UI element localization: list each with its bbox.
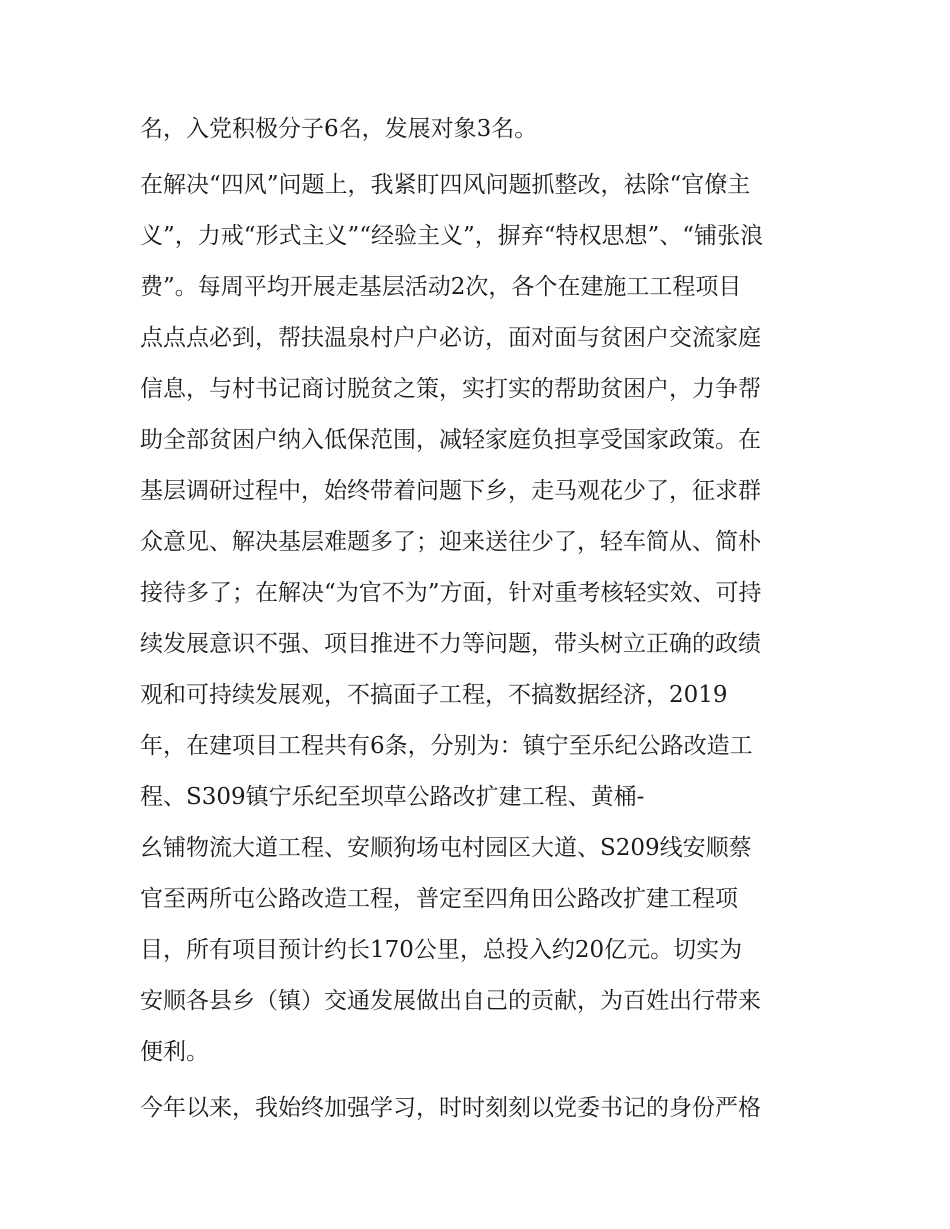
text-line: 官至两所屯公路改造工程，普定至四角田公路改扩建工程项 [140,886,738,912]
paragraph-2 [140,160,820,1078]
text-line: 目，所有项目预计约长170公里，总投入约20亿元。切实为 [140,937,743,963]
text-line: 助全部贫困户纳入低保范围，减轻家庭负担享受国家政策。在 [140,427,761,453]
text-line: 今年以来，我始终加强学习，时时刻刻以党委书记的身份严格 [140,1095,761,1121]
text-line: 程、S309镇宁乐纪至坝草公路改扩建工程、黄桶- [140,784,645,810]
text-line: 名，入党积极分子6名，发展对象3名。 [140,116,538,142]
text-line: 点点点必到，帮扶温泉村户户必访，面对面与贫困户交流家庭 [140,325,761,351]
text-line: 续发展意识不强、项目推进不力等问题，带头树立正确的政绩 [140,631,761,657]
text-line: 在解决“四风”问题上，我紧盯四风问题抓整改，祛除“官僚主 [140,172,751,198]
text-line: 安顺各县乡（镇）交通发展做出自己的贡献，为百姓出行带来 [140,988,761,1014]
text-line: 众意见、解决基层难题多了；迎来送往少了，轻车简从、简朴 [140,529,761,555]
text-line: 信息，与村书记商讨脱贫之策，实打实的帮助贫困户，力争帮 [140,376,761,402]
text-line: 费”。每周平均开展走基层活动2次，各个在建施工工程项目 [140,274,742,300]
text-line: 幺铺物流大道工程、安顺狗场屯村园区大道、S209线安顺蔡 [140,835,752,861]
text-line: 便利。 [140,1039,209,1065]
text-line: 义”，力戒“形式主义”“经验主义”，摒弃“特权思想”、“铺张浪 [140,223,764,249]
text-line: 基层调研过程中，始终带着问题下乡，走马观花少了，征求群 [140,478,761,504]
paragraph-1 [140,104,820,155]
paragraph-3 [140,1083,820,1134]
text-line: 观和可持续发展观，不搞面子工程，不搞数据经济，2019 [140,682,728,708]
text-line: 年，在建项目工程共有6条，分别为：镇宁至乐纪公路改造工 [140,733,753,759]
document-body [140,104,820,1134]
text-line: 接待多了；在解决“为官不为”方面，针对重考核轻实效、可持 [140,580,762,606]
